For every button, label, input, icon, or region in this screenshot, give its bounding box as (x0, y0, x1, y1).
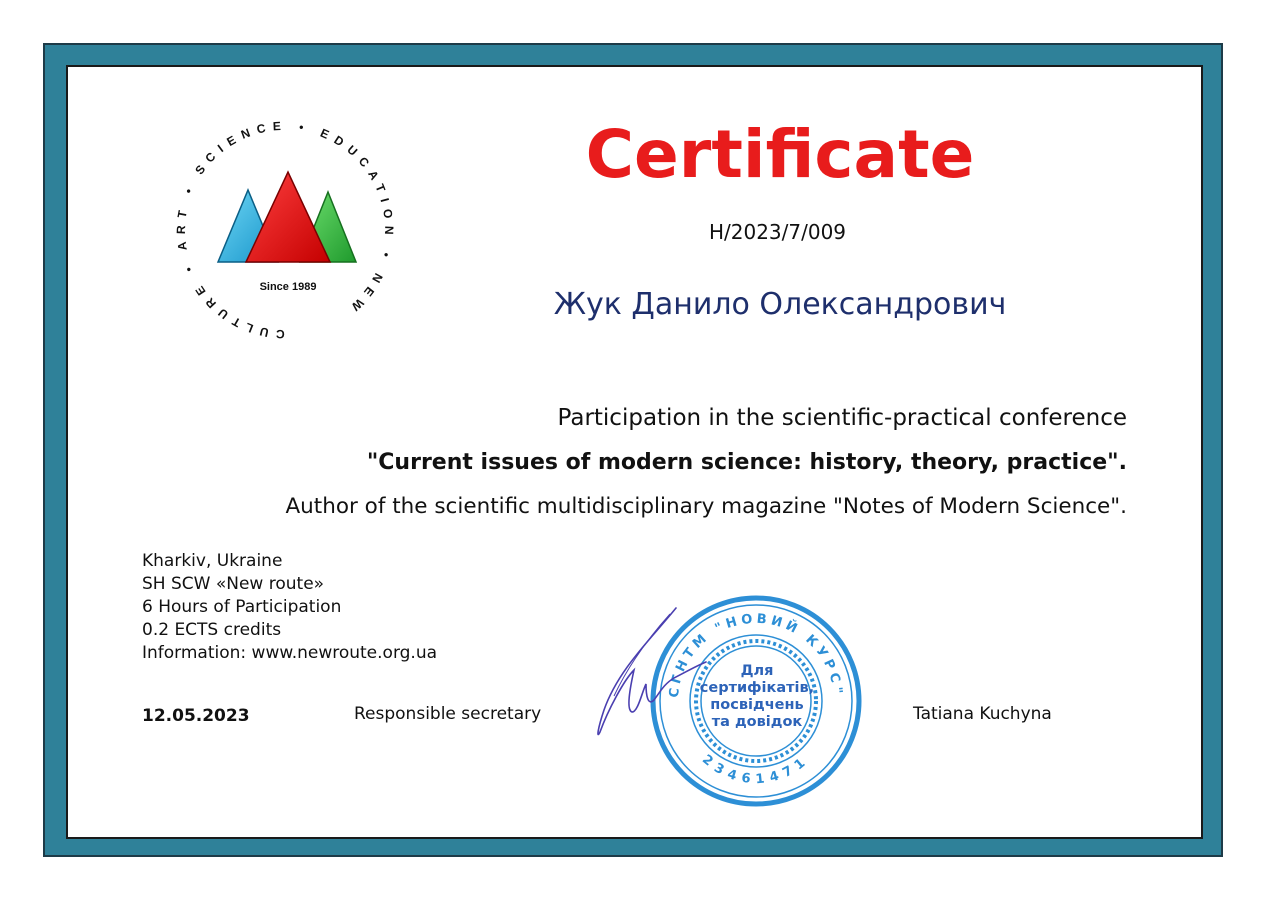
svg-text:23461471 (699, 752, 813, 787)
stamp-line-2: сертифікатів, (699, 680, 815, 696)
info-block (142, 550, 437, 665)
signature-stroke (598, 608, 706, 735)
info-hours: 6 Hours of Participation (142, 597, 342, 617)
logo-ring-text: CULTURE • ART • SCIENCE • EDUCATION • NEW (173, 118, 397, 342)
info-website: Information: www.newroute.org.ua (142, 643, 438, 663)
recipient-name: Жук Данило Олександрович (553, 287, 1007, 322)
participation-line: Participation in the scientific-practical conference (557, 405, 1127, 431)
stamp-line-3: посвідчень (710, 697, 804, 713)
stamp-line-1: Для (740, 663, 774, 679)
handwritten-signature (590, 600, 710, 750)
certificate-title: Certificate (585, 116, 975, 193)
secretary-label: Responsible secretary (354, 704, 542, 724)
info-credits: 0.2 ECTS credits (142, 620, 282, 640)
certificate-number: H/2023/7/009 (708, 220, 847, 244)
issue-date: 12.05.2023 (142, 706, 250, 726)
organization-logo (160, 112, 410, 352)
secretary-name: Tatiana Kuchyna (913, 704, 1052, 724)
stamp-ring-top-text: СГНТМ "НОВИЙ КУРС" (666, 611, 846, 699)
info-organization: SH SCW «New route» (142, 574, 325, 594)
stamp-line-4: та довідок (711, 714, 803, 730)
logo-since-text: Since 1989 (259, 281, 317, 293)
signature-stroke-2 (614, 614, 670, 696)
stamp-center-text (690, 663, 824, 731)
info-city: Kharkiv, Ukraine (142, 551, 283, 571)
author-line: Author of the scientific multidisciplinary magazine "Notes of Modern Science". (285, 494, 1127, 519)
conference-title: "Current issues of modern science: history, theory, practice". (366, 450, 1127, 475)
stamp-ring-bottom-text: 23461471 (699, 752, 813, 788)
logo-graphic (160, 112, 410, 352)
